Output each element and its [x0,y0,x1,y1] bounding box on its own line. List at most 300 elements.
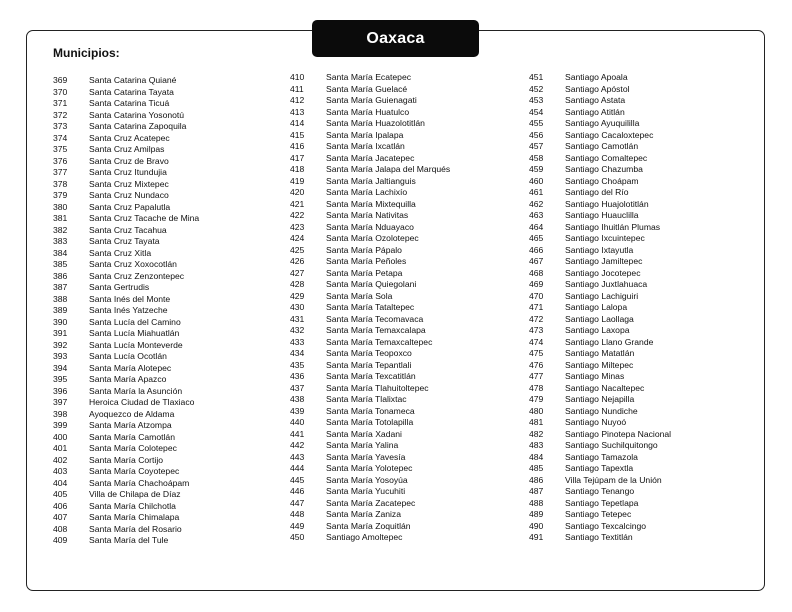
municipio-name: Santiago Chazumba [565,164,643,174]
municipio-number: 411 [290,83,304,94]
municipio-name: Santa María Teopoxco [326,348,412,358]
municipio-name: Santa María Apazco [89,374,167,384]
municipio-name: Santiago Ayuquililla [565,118,640,128]
municipio-row [529,84,671,96]
municipio-row [529,440,671,452]
municipio-number: 398 [53,408,68,419]
municipio-number: 415 [290,129,305,140]
municipio-name: Santa Cruz Papalutla [89,201,171,212]
municipio-number: 453 [529,95,544,105]
municipio-number: 438 [290,394,305,404]
municipio-name: Villa Tejúpam de la Unión [565,474,662,485]
municipio-name: Santa María del Tule [89,535,169,545]
municipio-number: 419 [290,175,305,186]
municipio-name: Santiago Ixtayutla [565,244,634,255]
municipio-number: 467 [529,256,544,266]
municipio-name: Santa María Temaxcalapa [326,325,426,335]
municipio-row [529,187,671,199]
municipio-name: Santa María Chachoápam [89,477,190,488]
municipio-number: 392 [53,339,68,350]
municipio-number: 478 [529,382,544,393]
municipio-row [529,498,671,510]
municipio-number: 442 [290,440,305,450]
municipio-row [290,406,450,418]
municipio-row [290,337,450,349]
municipio-number: 421 [290,198,305,209]
municipio-row [53,432,199,444]
municipio-number: 376 [53,155,68,166]
municipio-number: 483 [529,440,544,450]
municipio-name: Santiago Choápam [565,175,639,186]
municipio-number: 381 [53,213,68,223]
municipio-number: 441 [290,428,305,439]
municipio-number: 463 [529,210,544,220]
municipio-row [53,524,199,536]
municipio-name: Santa María Yucuhiti [326,486,406,496]
municipio-row [290,153,450,165]
municipio-name: Santa María Petapa [326,267,403,278]
municipio-row [290,245,450,257]
municipio-number: 384 [53,247,68,258]
municipio-number: 386 [53,270,68,281]
municipio-row [53,351,199,363]
municipio-name: Santa María Yavesía [326,451,406,462]
municipio-name: Santa María Jacatepec [326,152,415,163]
municipio-number: 417 [290,152,305,163]
municipio-number: 383 [53,236,68,246]
municipio-name: Santa María Zacatepec [326,497,416,508]
municipio-row [290,176,450,188]
municipio-number: 451 [529,72,544,82]
municipio-row [53,455,199,467]
municipio-name: Santa María Nduayaco [326,221,414,232]
municipio-number: 455 [529,118,544,128]
municipio-row [290,314,450,326]
municipio-number: 372 [53,109,68,120]
municipio-name: Santiago Nuyoó [565,417,627,427]
municipio-number: 457 [529,141,544,151]
municipio-row [290,118,450,130]
municipio-row [529,107,671,119]
municipio-number: 382 [53,224,68,235]
municipio-row [290,302,450,314]
municipio-name: Santiago Tenango [565,486,635,496]
municipio-number: 448 [290,509,305,519]
municipio-name: Santa Lucía Monteverde [89,339,183,350]
municipio-row [529,210,671,222]
municipio-row [290,417,450,429]
municipio-name: Santiago del Río [565,187,629,197]
municipio-number: 487 [529,486,544,496]
municipio-row [290,452,450,464]
municipio-number: 405 [53,489,68,499]
municipio-number: 423 [290,221,305,232]
municipio-number: 403 [53,466,68,476]
municipio-number: 375 [53,144,68,154]
municipio-number: 470 [529,290,544,301]
municipio-row [529,325,671,337]
municipio-number: 396 [53,385,68,396]
municipio-row [53,110,199,122]
municipio-name: Santa María Camotlán [89,431,175,442]
municipio-number: 485 [529,463,544,473]
municipio-row [290,222,450,234]
municipio-name: Santa María Guelacé [326,83,408,94]
municipio-name: Santa María Quiegolani [326,279,417,289]
municipio-number: 402 [53,454,68,465]
municipio-row [53,121,199,133]
municipio-name: Santa María Mixtequilla [326,198,416,209]
municipio-number: 450 [290,532,305,542]
municipio-number: 410 [290,72,305,82]
municipio-name: Santa María Huatulco [326,106,410,117]
municipio-row [529,164,671,176]
municipio-number: 385 [53,259,68,269]
municipio-number: 425 [290,244,305,255]
municipio-row [53,179,199,191]
municipio-row [290,532,450,544]
municipio-number: 429 [290,290,305,301]
municipio-name: Santiago Ihuitlán Plumas [565,221,661,232]
municipio-name: Santa María Tataltepec [326,302,415,312]
municipio-row [53,340,199,352]
municipio-row [529,337,671,349]
municipio-column-2 [290,72,450,544]
municipio-number: 482 [529,428,544,439]
municipio-number: 378 [53,178,68,189]
municipio-number: 393 [53,351,68,361]
municipio-number: 479 [529,394,544,404]
municipio-name: Santa María Texcatitlán [326,371,416,381]
municipio-number: 481 [529,417,544,427]
municipio-row [290,383,450,395]
municipio-name: Santiago Cacaloxtepec [565,129,654,140]
municipio-name: Santiago Llano Grande [565,336,654,347]
municipio-name: Santa Lucía del Camino [89,316,181,327]
municipio-row [290,187,450,199]
municipio-name: Santa Cruz de Bravo [89,155,169,166]
municipio-number: 471 [529,302,544,312]
municipio-number: 391 [53,328,68,338]
municipio-row [529,279,671,291]
municipio-row [529,95,671,107]
municipio-name: Santa Cruz Tacahua [89,224,167,235]
municipio-row [290,199,450,211]
municipio-number: 484 [529,451,544,462]
municipio-row [529,429,671,441]
municipio-row [290,498,450,510]
municipio-row [53,190,199,202]
municipio-number: 374 [53,132,68,143]
municipio-number: 413 [290,106,305,117]
municipio-name: Santa María Tlahuitoltepec [326,382,429,393]
municipio-name: Heroica Ciudad de Tlaxiaco [89,397,195,407]
municipio-name: Santa Inés del Monte [89,293,171,304]
municipio-number: 491 [529,532,544,542]
municipio-row [290,72,450,84]
municipio-name: Santa María Lachixío [326,187,408,197]
municipio-row [53,167,199,179]
municipio-row [290,521,450,533]
municipio-name: Villa de Chilapa de Díaz [89,489,181,499]
municipios-heading: Municipios: [53,46,120,60]
municipio-name: Santa María Chilchotla [89,500,176,511]
municipio-row [53,144,199,156]
municipio-name: Santa María Ecatepec [326,72,412,82]
municipio-row [53,409,199,421]
municipio-name: Santa María Xadani [326,428,402,439]
municipio-number: 454 [529,106,544,117]
municipio-row [529,532,671,544]
municipio-name: Santiago Nundiche [565,405,638,416]
municipio-row [290,440,450,452]
municipio-number: 439 [290,405,305,416]
municipio-number: 395 [53,374,68,384]
municipio-number: 407 [53,512,68,522]
municipio-number: 446 [290,486,305,496]
municipio-name: Santiago Tamazola [565,451,638,462]
municipio-number: 472 [529,313,544,324]
municipio-name: Santa María Yalina [326,440,399,450]
municipio-name: Santiago Nacaltepec [565,382,645,393]
municipio-name: Santa Catarina Zapoquila [89,121,187,131]
municipio-number: 433 [290,336,305,347]
municipio-number: 397 [53,397,68,407]
municipio-number: 476 [529,359,544,370]
municipio-name: Santa Catarina Tayata [89,86,174,97]
municipio-row [53,236,199,248]
municipio-row [53,363,199,375]
municipio-number: 426 [290,256,305,266]
municipio-number: 399 [53,420,68,430]
municipio-name: Santa Cruz Xoxocotlán [89,259,177,269]
municipio-name: Santa Cruz Tacache de Mina [89,213,200,223]
municipio-number: 436 [290,371,305,381]
municipio-number: 380 [53,201,68,212]
municipio-number: 443 [290,451,305,462]
municipio-row [53,75,199,87]
municipio-name: Santiago Tetepec [565,509,632,519]
municipio-row [53,282,199,294]
municipio-row [290,291,450,303]
municipio-row [529,486,671,498]
municipio-row [290,429,450,441]
municipio-row [290,95,450,107]
municipio-name: Santa Cruz Mixtepec [89,178,169,189]
municipio-number: 474 [529,336,544,347]
state-title: Oaxaca [312,20,479,57]
municipio-row [290,164,450,176]
municipio-name: Santa María Ixcatlán [326,141,405,151]
municipio-name: Santa Cruz Nundaco [89,190,169,200]
municipio-number: 389 [53,305,68,315]
municipio-row [290,210,450,222]
municipio-number: 373 [53,121,68,131]
municipio-name: Santiago Laollaga [565,313,634,324]
municipio-name: Santa Gertrudis [89,282,150,292]
municipio-name: Santa María Alotepec [89,362,172,373]
municipio-name: Santa María Tlalixtac [326,394,407,404]
municipio-number: 435 [290,359,305,370]
municipio-name: Santa María Chimalapa [89,512,180,522]
municipio-name: Santiago Textitlán [565,532,633,542]
municipio-row [53,386,199,398]
municipio-number: 420 [290,187,305,197]
municipio-row [529,291,671,303]
municipio-name: Santiago Astata [565,95,626,105]
municipio-row [53,501,199,513]
municipio-name: Santiago Laxopa [565,325,630,335]
municipio-name: Santa María Pápalo [326,244,402,255]
municipio-column-1 [53,75,199,547]
municipio-number: 371 [53,98,68,108]
municipio-number: 468 [529,267,544,278]
municipio-row [53,259,199,271]
municipio-number: 418 [290,164,305,174]
municipio-row [53,489,199,501]
municipio-number: 406 [53,500,68,511]
municipio-row [529,153,671,165]
municipio-name: Santiago Atitlán [565,106,625,117]
municipio-row [53,535,199,547]
municipio-number: 466 [529,244,544,255]
municipio-name: Santiago Apoala [565,72,628,82]
municipio-row [53,248,199,260]
municipio-name: Santa María Jalapa del Marqués [326,164,451,174]
municipio-number: 489 [529,509,544,519]
municipio-name: Santa Cruz Tayata [89,236,160,246]
municipio-number: 427 [290,267,305,278]
municipio-row [529,199,671,211]
municipio-number: 486 [529,474,544,485]
municipio-row [53,317,199,329]
municipio-name: Santa María Ozolotepec [326,233,419,243]
municipio-row [290,279,450,291]
municipio-name: Santa Inés Yatzeche [89,305,168,315]
municipio-name: Santa María del Rosario [89,523,182,534]
municipio-number: 430 [290,302,305,312]
municipio-row [529,118,671,130]
municipio-row [529,314,671,326]
municipio-name: Santa María Cortijo [89,454,164,465]
municipio-row [290,325,450,337]
municipio-row [529,233,671,245]
municipio-number: 458 [529,152,544,163]
municipio-number: 431 [290,313,305,324]
municipio-name: Santiago Lachiguiri [565,290,639,301]
municipio-row [53,328,199,340]
municipio-number: 440 [290,417,305,427]
municipio-row [290,463,450,475]
municipio-row [529,72,671,84]
municipio-name: Santa María Ipalapa [326,129,404,140]
municipio-row [53,374,199,386]
municipio-name: Santiago Apóstol [565,83,630,94]
municipio-row [290,486,450,498]
municipio-number: 432 [290,325,305,335]
municipio-number: 387 [53,282,68,292]
municipio-row [53,420,199,432]
municipio-name: Santa Cruz Amilpas [89,144,165,154]
municipio-name: Santa Lucía Miahuatlán [89,328,180,338]
municipio-row [290,233,450,245]
municipio-row [529,509,671,521]
municipio-name: Santa María la Asunción [89,385,183,396]
municipio-column-3 [529,72,671,544]
municipio-row [53,225,199,237]
municipio-name: Santa Cruz Acatepec [89,132,170,143]
municipio-row [529,176,671,188]
municipio-name: Santiago Huauclilla [565,210,639,220]
municipio-number: 412 [290,95,305,105]
municipio-name: Santiago Huajolotitlán [565,198,649,209]
municipio-number: 475 [529,348,544,358]
municipio-name: Santa Cruz Itundujia [89,167,167,177]
municipio-number: 447 [290,497,305,508]
municipio-name: Santa María Zoquitlán [326,520,411,531]
municipio-row [529,268,671,280]
municipio-row [53,305,199,317]
municipio-number: 434 [290,348,305,358]
municipio-row [290,141,450,153]
municipio-row [290,107,450,119]
municipio-name: Santa María Yolotepec [326,463,413,473]
municipio-row [290,509,450,521]
municipio-number: 437 [290,382,305,393]
municipio-row [529,371,671,383]
municipio-row [53,271,199,283]
municipio-row [53,512,199,524]
municipio-number: 460 [529,175,544,186]
municipio-row [529,475,671,487]
municipio-number: 428 [290,279,305,289]
municipio-row [529,417,671,429]
municipio-name: Santiago Lalopa [565,302,628,312]
municipio-row [529,141,671,153]
municipio-row [53,397,199,409]
municipio-row [290,360,450,372]
municipio-number: 452 [529,83,544,94]
municipio-row [290,348,450,360]
municipio-number: 400 [53,431,68,442]
municipio-number: 444 [290,463,305,473]
municipio-name: Santa María Jaltianguis [326,175,416,186]
municipio-number: 480 [529,405,544,416]
municipio-name: Santa María Tepantlali [326,359,412,370]
municipio-name: Santiago Pinotepa Nacional [565,428,672,439]
municipio-name: Santiago Texcalcingo [565,520,647,531]
municipio-row [529,452,671,464]
municipio-row [290,84,450,96]
municipio-row [529,394,671,406]
municipio-number: 424 [290,233,305,243]
municipio-row [53,478,199,490]
municipio-row [290,371,450,383]
municipio-name: Santa Catarina Ticuá [89,98,170,108]
municipio-row [290,268,450,280]
municipio-name: Santa María Huazolotitlán [326,118,425,128]
municipio-row [529,222,671,234]
municipio-name: Santiago Juxtlahuaca [565,279,648,289]
municipio-number: 488 [529,497,544,508]
municipio-number: 490 [529,520,544,531]
municipio-row [529,348,671,360]
municipio-number: 473 [529,325,544,335]
municipio-number: 414 [290,118,305,128]
municipio-name: Santa Cruz Xitla [89,247,152,258]
municipio-number: 469 [529,279,544,289]
municipio-row [529,383,671,395]
